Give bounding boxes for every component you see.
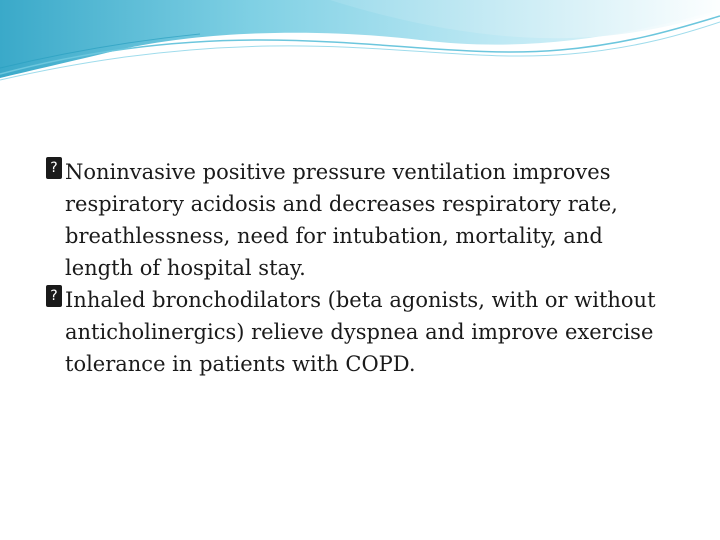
bullet-item-2 [48,284,658,380]
bullet-icon: ? [46,157,62,179]
bullet-text-1: Noninvasive positive pressure ventilation improves respiratory acidosis and decreases respiratory rate, breathlessness, need for intubation, mortality, and length of hospital stay. [65,160,618,280]
bullet-text-2: Inhaled bronchodilators (beta agonists, with or without anticholinergics) relieve dyspnea and improve exercise tolerance in patients with COPD. [65,288,656,376]
bullet-item-1 [48,156,658,284]
header-wave-decoration [0,0,720,90]
bullet-list [48,156,658,380]
bullet-icon: ? [46,285,62,307]
